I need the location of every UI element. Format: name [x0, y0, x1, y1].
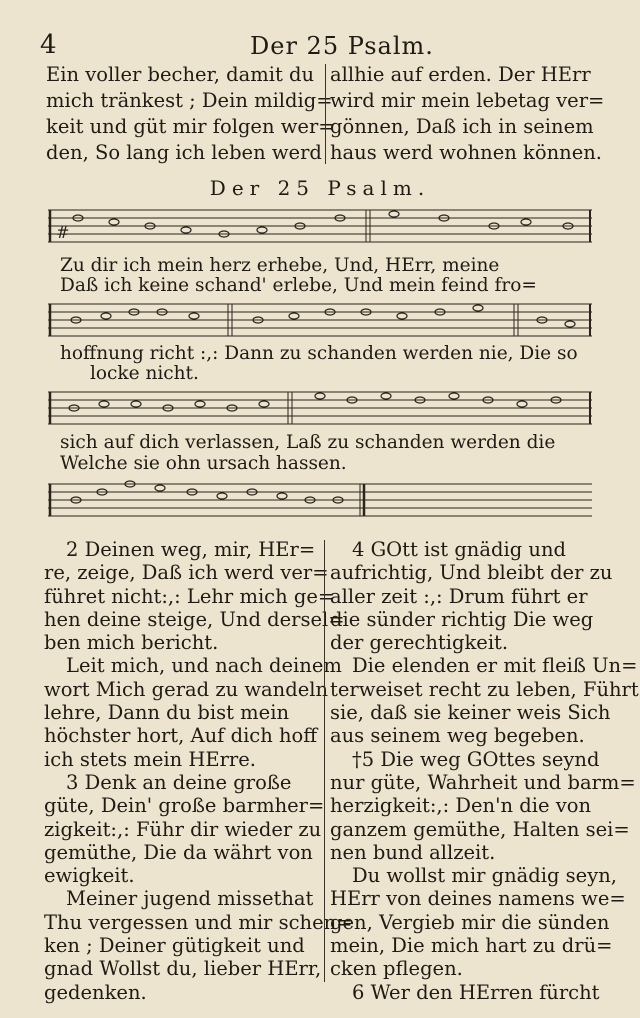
- text-line: die sünder richtig Die weg: [330, 607, 594, 631]
- text-line: re, zeige, Daß ich werd ver=: [44, 561, 329, 585]
- text-line: ganzem gemüthe, Halten sei=: [330, 817, 630, 841]
- text-line: allhie auf erden. Der HErr: [330, 63, 591, 86]
- text-line: den, So lang ich leben werd: [46, 141, 322, 164]
- music-staff-1: [48, 204, 592, 248]
- text-line: lehre, Dann du bist mein: [44, 701, 289, 725]
- text-line: führet nicht:,: Lehr mich ge=: [44, 584, 335, 608]
- text-line: wird mir mein lebetag ver=: [330, 89, 605, 112]
- page-number: 4: [40, 30, 57, 60]
- page-header: [40, 30, 610, 62]
- text-line: 2 Deinen weg, mir, HEr=: [66, 538, 316, 561]
- text-line: ben mich bericht.: [44, 631, 219, 655]
- top-left-text: [46, 62, 335, 166]
- text-line: gönnen, Daß ich in seinem: [330, 115, 594, 138]
- lyrics-line: Daß ich keine schand' erlebe, Und mein feind fro=: [60, 275, 537, 296]
- text-line: 4 GOtt ist gnädig und: [352, 538, 566, 561]
- text-line: aufrichtig, Und bleibt der zu: [330, 561, 613, 585]
- text-line: gedenken.: [44, 980, 147, 1004]
- svg-text:#: #: [56, 223, 70, 242]
- music-staff-2: [48, 298, 592, 342]
- text-line: sie, daß sie keiner weis Sich: [330, 701, 611, 725]
- text-line: ken ; Deiner gütigkeit und: [44, 934, 305, 958]
- music-staff-4: [48, 478, 592, 522]
- text-line: 6 Wer den HErren fürcht: [352, 980, 600, 1004]
- text-line: der gerechtigkeit.: [330, 631, 509, 655]
- text-line: aus seinem weg begeben.: [330, 724, 585, 748]
- text-line: HErr von deines namens we=: [330, 887, 626, 911]
- lyrics-line: Welche sie ohn ursach hassen.: [60, 453, 347, 474]
- text-line: Leit mich, und nach deinem: [66, 654, 342, 678]
- text-line: mein, Die mich hart zu drü=: [330, 934, 613, 958]
- top-right-text: [330, 62, 605, 166]
- column-divider-top: [325, 64, 326, 164]
- hymn-title: Der 25 Psalm.: [209, 176, 431, 200]
- text-line: aller zeit :,: Drum führt er: [330, 584, 588, 608]
- text-line: nur güte, Wahrheit und barm=: [330, 770, 636, 794]
- text-line: Die elenden er mit fleiß Un=: [352, 654, 638, 678]
- text-line: ewigkeit.: [44, 864, 135, 888]
- text-line: gen, Vergieb mir die sünden: [330, 910, 610, 934]
- text-line: haus werd wohnen können.: [330, 141, 603, 164]
- text-line: güte, Dein' große barmher=: [44, 794, 325, 818]
- text-line: wort Mich gerad zu wandeln: [44, 677, 329, 701]
- text-line: cken pflegen.: [330, 957, 463, 981]
- text-line: 3 Denk an deine große: [66, 770, 292, 794]
- music-staff-3: [48, 386, 592, 430]
- text-line: höchster hort, Auf dich hoff: [44, 724, 318, 748]
- text-line: Meiner jugend missethat: [66, 887, 314, 911]
- text-line: gemüthe, Die da währt von: [44, 840, 313, 864]
- text-line: Thu vergessen und mir schen=: [44, 910, 353, 934]
- right-column-text: [330, 538, 639, 1004]
- text-line: herzigkeit:,: Den'n die von: [330, 794, 592, 818]
- text-line: zigkeit:,: Führ dir wieder zu: [44, 817, 322, 841]
- text-line: mich tränkest ; Dein mildig=: [46, 89, 333, 112]
- text-line: Ein voller becher, damit du: [46, 63, 315, 86]
- text-line: gnad Wollst du, lieber HErr,: [44, 957, 322, 981]
- text-line: †5 Die weg GOttes seynd: [352, 747, 600, 771]
- lyrics-line: sich auf dich verlassen, Laß zu schanden werden die: [60, 432, 556, 453]
- left-column-text: [44, 538, 353, 1004]
- lyrics-line: Zu dir ich mein herz erhebe, Und, HErr, meine: [60, 255, 500, 276]
- text-line: nen bund allzeit.: [330, 840, 496, 864]
- text-line: terweiset recht zu leben, Führt: [330, 677, 639, 701]
- lyrics-line: locke nicht.: [90, 363, 199, 384]
- column-divider: [324, 540, 325, 982]
- running-title: Der 25 Psalm.: [250, 32, 434, 60]
- text-line: Du wollst mir gnädig seyn,: [352, 864, 617, 888]
- lyrics-line: hoffnung richt :,: Dann zu schanden werden nie, Die so: [60, 343, 578, 364]
- text-line: hen deine steige, Und dersel=: [44, 607, 345, 631]
- text-line: keit und güt mir folgen wer=: [46, 115, 335, 138]
- text-line: ich stets mein HErre.: [44, 747, 256, 771]
